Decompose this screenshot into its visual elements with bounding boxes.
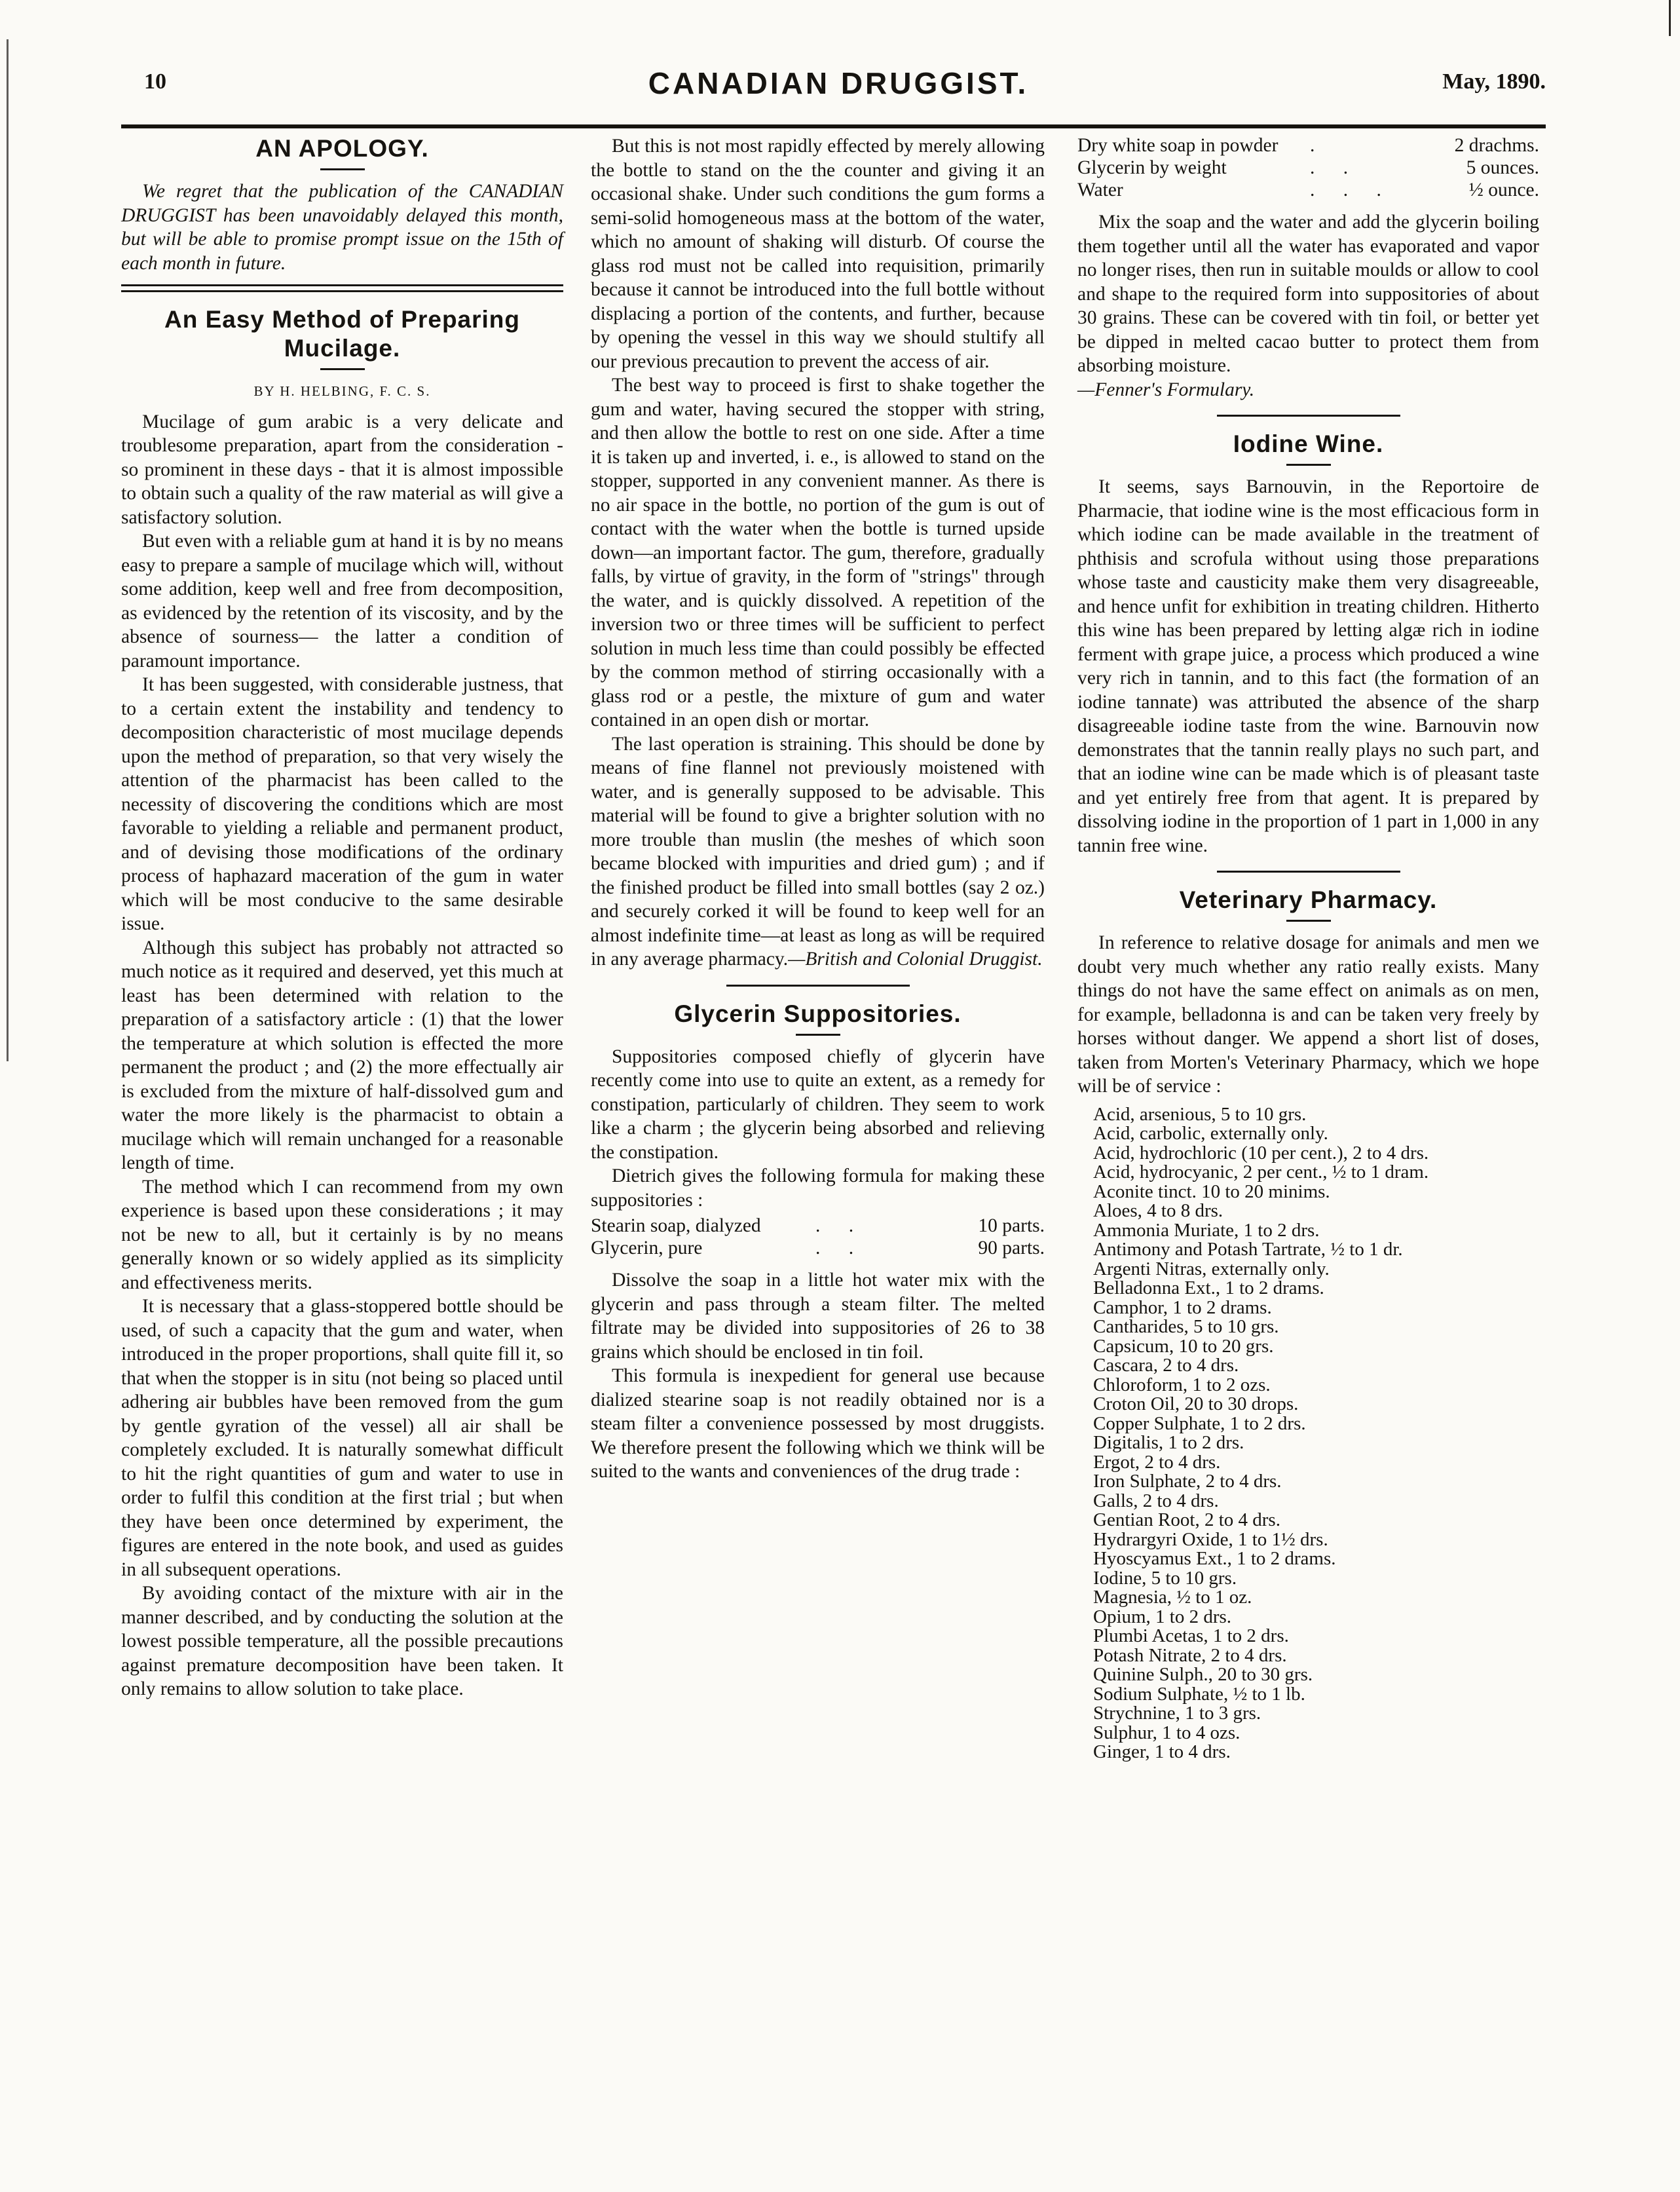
formula-quantity: 10 parts. (978, 1215, 1045, 1236)
glycerin-paragraph: Dietrich gives the following formula for making these suppositories : (591, 1165, 1045, 1211)
dose-item: Potash Nitrate, 2 to 4 drs. (1093, 1644, 1287, 1666)
journal-title: CANADIAN DRUGGIST. (648, 66, 1029, 100)
dose-item: Opium, 1 to 2 drs. (1093, 1606, 1232, 1627)
section-rule (1217, 871, 1400, 873)
glycerin-formula-table (591, 1215, 1045, 1259)
formula-row (1077, 134, 1539, 157)
dose-item: Acid, carbolic, externally only. (1093, 1123, 1328, 1144)
section-double-rule (121, 284, 563, 292)
dose-item: Argenti Nitras, externally only. (1093, 1258, 1330, 1279)
heading-dash (1286, 920, 1331, 922)
veterinary-intro: In reference to relative dosage for animals and men we doubt very much whether any ratio really exists. Many things do not have the same effect on animals as on men, for example, belladonna is and can be taken very freely by horses without danger. We append a short list of doses, taken from Morten's Veterinary Pharmacy, which we hope will be of service : (1077, 932, 1539, 1097)
glycerin-source: —Fenner's Formulary. (1077, 379, 1255, 400)
glycerin-paragraph: Suppositories composed chiefly of glycerin have recently come into use to quite an extent, as a remedy for constipation, particularly of children. They seem to work like a charm ; the glycerin being absorbed and relieving the constipation. (591, 1046, 1045, 1163)
dose-item: Capsicum, 10 to 20 grs. (1093, 1335, 1274, 1357)
mucilage-source: —British and Colonial Druggist. (788, 949, 1043, 970)
dose-item: Acid, arsenious, 5 to 10 grs. (1093, 1103, 1307, 1125)
column-middle (591, 134, 1045, 1484)
apology-heading: AN APOLOGY. (255, 135, 429, 162)
dose-item: Belladonna Ext., 1 to 2 drams. (1093, 1277, 1324, 1298)
dose-item: Plumbi Acetas, 1 to 2 drs. (1093, 1625, 1289, 1646)
heading-dash (1286, 464, 1331, 466)
dose-item: Sulphur, 1 to 4 ozs. (1093, 1722, 1241, 1743)
mucilage-paragraph: The method which I can recommend from my own experience is based upon these considerations ; it may not be new to all, but it certainly is by no means generally known or so widely applied as its simplicity and effectiveness merits. (121, 1176, 563, 1293)
glycerin-heading: Glycerin Suppositories. (674, 1000, 961, 1027)
dose-item: Hydrargyri Oxide, 1 to 1½ drs. (1093, 1528, 1328, 1550)
formula-leader: . . (815, 1215, 866, 1236)
dose-item: Digitalis, 1 to 2 drs. (1093, 1432, 1244, 1453)
mucilage-paragraph: It is necessary that a glass-stoppered bottle should be used, of such a capacity that the gum and water, when introduced in the proper proportions, shall quite fill it, so that when the stopper is in situ (not being so placed until adhering air bubbles have been removed from the gum by gentle gyration of the vessel) all air shall be completely excluded. It is naturally somewhat difficult to hit the right quantities of gum and water to use in order to fulfil this condition at the first trial ; but when they have been once determined by experiment, the figures are entered in the note book, and used as guides in all subsequent operations. (121, 1296, 563, 1580)
formula-ingredient: Glycerin, pure (591, 1238, 703, 1258)
formula-row (1077, 157, 1539, 179)
dose-item: Aconite tinct. 10 to 20 minims. (1093, 1181, 1330, 1202)
formula-leader: . . (1310, 157, 1360, 178)
glycerin-paragraph: Dissolve the soap in a little hot water mix with the glycerin and pass through a steam filter. The melted filtrate may be divided into suppositories of 26 to 38 grains which should be enclosed in tin foil. (591, 1270, 1045, 1363)
dose-item: Strychnine, 1 to 3 grs. (1093, 1703, 1261, 1724)
section-rule (726, 985, 910, 987)
mucilage-paragraph: The best way to proceed is first to shake together the gum and water, having secured the stopper with string, and then allow the bottle to rest on one side. After a time it is taken up and inverted, i. e., is allowed to stand on the stopper, supported in any convenient manner. As there is no air space in the bottle, no portion of the gum is out of contact with the water when the bottle is turned upside down—an important factor. The gum, therefore, gradually falls, by virtue of gravity, in the form of "strings" through the water, and is quickly dissolved. A repetition of the inversion two or three times will be sufficient to perfect solution in much less time than could possibly be effected by the common method of stirring occasionally with a glass rod or a pestle, the mixture of gum and water contained in an open dish or mortar. (591, 375, 1045, 730)
issue-date: May, 1890. (1442, 69, 1546, 94)
dose-item: Hyoscyamus Ext., 1 to 2 drams. (1093, 1548, 1336, 1569)
mucilage-heading: An Easy Method of Preparing Mucilage. (164, 306, 520, 362)
dose-item: Ergot, 2 to 4 drs. (1093, 1451, 1221, 1473)
dose-item: Ginger, 1 to 4 drs. (1093, 1741, 1231, 1762)
dose-item: Iron Sulphate, 2 to 4 drs. (1093, 1471, 1282, 1492)
mucilage-paragraph: Although this subject has probably not attracted so much notice as it required and deserved, yet this much at least has been determined with relation to the preparation of a satisfactory article : (1) that the lower the temperature at which solution is effected the more permanent the product ; and (2) the more effectually air is excluded from the mixture of half-dissolved gum and water the more likely is the pharmacist to obtain a mucilage which will remain unchanged for a reasonable length of time. (121, 937, 563, 1173)
mucilage-paragraph: By avoiding contact of the mixture with air in the manner described, and by conducting the solution at the lowest possible temperature, all the possible precautions against premature decomposition have been taken. It only remains to allow solution to take place. (121, 1583, 563, 1699)
formula-leader: . . (815, 1238, 866, 1258)
formula-ingredient: Glycerin by weight (1077, 157, 1227, 178)
dose-item: Antimony and Potash Tartrate, ½ to 1 dr. (1093, 1239, 1403, 1260)
dose-item: Copper Sulphate, 1 to 2 drs. (1093, 1412, 1306, 1434)
page-header (131, 66, 1546, 105)
mucilage-paragraph: Mucilage of gum arabic is a very delicate and troublesome preparation, apart from the consideration -so prominent in these days - that it is almost impossible to obtain such a quality of the raw material as will give a satisfactory solution. (121, 411, 563, 528)
dose-item: Acid, hydrocyanic, 2 per cent., ½ to 1 dram. (1093, 1162, 1429, 1182)
dose-item: Croton Oil, 20 to 30 drops. (1093, 1393, 1299, 1414)
formula-leader: . (1310, 135, 1327, 156)
page-edge-mark-right (1669, 0, 1671, 36)
header-rule (121, 124, 1546, 128)
section-rule (1217, 415, 1400, 417)
glycerin-paragraph: This formula is inexpedient for general use because dialized stearine soap is not readily obtained nor is a steam filter a convenience possessed by most druggists. We therefore present the following which we think will be suited to the wants and conveniences of the drug trade : (591, 1365, 1045, 1482)
mucilage-byline: BY H. HELBING, F. C. S. (253, 383, 431, 399)
dose-item: Camphor, 1 to 2 drams. (1093, 1296, 1272, 1318)
dose-item: Ammonia Muriate, 1 to 2 drs. (1093, 1219, 1320, 1241)
mucilage-paragraph: But this is not most rapidly effected by merely allowing the bottle to stand on the the counter and giving it an occasional shake. Under such conditions the gum forms a semi-solid homogeneous mass at the bottom of the water, which no amount of shaking will disturb. Of course the glass rod must not be called into requisition, primarily because it cannot be introduced into the full bottle without displacing a portion of the contents, and further, because by opening the vessel in this way we should stultify all our previous precaution to prevent the access of air. (591, 136, 1045, 372)
dose-item: Chloroform, 1 to 2 ozs. (1093, 1374, 1271, 1395)
column-right (1077, 134, 1539, 1762)
dose-item: Gentian Root, 2 to 4 drs. (1093, 1509, 1280, 1530)
heading-dash (320, 168, 365, 170)
page-number: 10 (144, 69, 166, 94)
dose-item: Magnesia, ½ to 1 oz. (1093, 1587, 1252, 1608)
formula-quantity: ½ ounce. (1468, 180, 1539, 200)
column-left (121, 134, 563, 1701)
glycerin-closing: Mix the soap and the water and add the glycerin boiling them together until all the water has evaporated and vapor no longer rises, then run in suitable moulds or allow to cool and shape to the required form into suppositories of about 30 grains. These can be covered with tin foil, or better yet be dipped in melted cacao butter to protect them from absorbing moisture. (1077, 212, 1539, 376)
formula-row (1077, 179, 1539, 201)
dose-list (1093, 1105, 1539, 1762)
formula-ingredient: Dry white soap in powder (1077, 135, 1279, 156)
formula-ingredient: Water (1077, 180, 1123, 200)
veterinary-heading: Veterinary Pharmacy. (1179, 886, 1438, 913)
mucilage-paragraph: It has been suggested, with considerable justness, that to a certain extent the instability and tendency to decomposition characteristic of most mucilage depends upon the method of preparation, so that very wisely the attention of the pharmacist has been called to the necessity of discovering the conditions which are most favorable to yielding a reliable and permanent product, and of devising those modifications of the ordinary process of haphazard maceration of the gum in water which will be most conducive to the same desirable issue. (121, 674, 563, 934)
dose-item: Cantharides, 5 to 10 grs. (1093, 1316, 1279, 1337)
formula-quantity: 2 drachms. (1454, 135, 1539, 156)
formula-leader: . . . (1310, 180, 1393, 200)
formula-quantity: 90 parts. (978, 1238, 1045, 1258)
mucilage-paragraph-text: The last operation is straining. This should be done by means of fine flannel not previously moistened with water, and is generally supposed to be advisable. This material will be found to give a brighter solution with no more trouble than muslin (the meshes of which soon became blocked with impurities and dried gum) ; and if the finished product be filled into small bottles (say 2 oz.) and securely corked it will be found to keep well for an almost indefinite time—at least as long as will be required in any average pharmacy. (591, 733, 1045, 970)
dose-item: Sodium Sulphate, ½ to 1 lb. (1093, 1683, 1305, 1705)
dose-item: Iodine, 5 to 10 grs. (1093, 1567, 1237, 1589)
page-edge-mark-left (7, 39, 9, 1061)
formula-row (591, 1237, 1045, 1259)
iodine-heading: Iodine Wine. (1233, 430, 1384, 457)
formula-ingredient: Stearin soap, dialyzed (591, 1215, 761, 1236)
dose-item: Cascara, 2 to 4 drs. (1093, 1355, 1239, 1376)
formula-quantity: 5 ounces. (1466, 157, 1539, 178)
dose-item: Aloes, 4 to 8 drs. (1093, 1200, 1223, 1221)
dose-item: Galls, 2 to 4 drs. (1093, 1490, 1219, 1511)
glycerin-formula-table-2 (1077, 134, 1539, 201)
dose-item: Quinine Sulph., 20 to 30 grs. (1093, 1664, 1313, 1685)
iodine-text: It seems, says Barnouvin, in the Reportoire de Pharmacie, that iodine wine is the most efficacious form in which iodine can be made available in the treatment of phthisis and scrofula without using those preparations whose taste and causticity make them very disagreeable, and hence unfit for exhibition in treating children. Hitherto this wine has been prepared by letting algæ rich in iodine ferment with grape juice, a process which produced a wine very rich in tannin, and to this fact (the formation of an iodine tannate) was attributed the absence of the sharp disagreeable iodine taste from the wine. Barnouvin now demonstrates that the tannin really plays no such part, and that an iodine wine can be made which is of pleasant taste and yet entirely free from that agent. It is prepared by dissolving iodine in the proportion of 1 part in 1,000 in any tannin free wine. (1077, 476, 1539, 856)
heading-dash (796, 1034, 840, 1036)
mucilage-paragraph: But even with a reliable gum at hand it is by no means easy to prepare a sample of mucilage which will, without some addition, keep well and free from decomposition, as evidenced by the retention of its viscosity, and by the absence of sourness— the latter a condition of paramount importance. (121, 531, 564, 671)
heading-dash (320, 368, 365, 370)
dose-item: Acid, hydrochloric (10 per cent.), 2 to 4 drs. (1093, 1142, 1429, 1163)
mucilage-paragraph (591, 732, 1045, 972)
formula-row (591, 1215, 1045, 1237)
apology-text: We regret that the publication of the CANADIAN DRUGGIST has been unavoidably delayed this month, but will be able to promise prompt issue on the 15th of each month in future. (121, 181, 563, 274)
